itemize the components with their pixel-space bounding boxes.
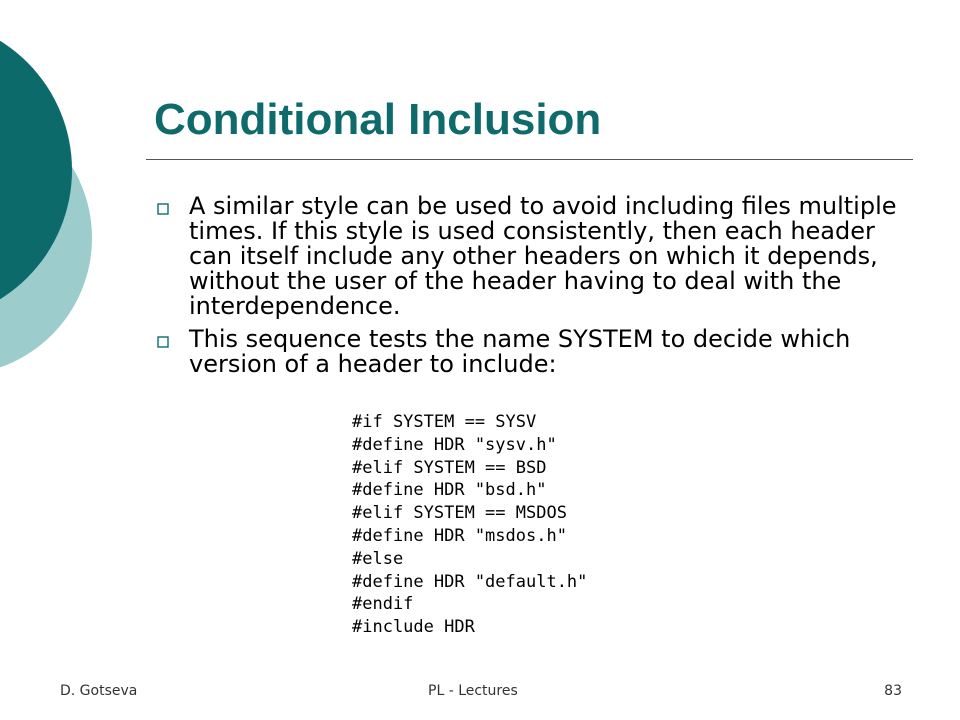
footer-author: D. Gotseva <box>60 683 138 699</box>
code-line: #elif SYSTEM == MSDOS <box>352 503 567 524</box>
code-line: #endif <box>352 594 414 615</box>
code-line: #elif SYSTEM == BSD <box>352 457 547 478</box>
slide-title: Conditional Inclusion <box>154 95 602 144</box>
bullet-text: This sequence tests the name SYSTEM to decide which version of a header to include: <box>189 325 851 378</box>
code-line: #define HDR "default.h" <box>352 571 588 592</box>
hollow-square-bullet-icon <box>157 336 169 348</box>
code-line: #define HDR "msdos.h" <box>352 525 567 546</box>
title-divider <box>146 159 913 160</box>
bullet-text: A similar style can be used to avoid including files multiple times. If this style is used consistently, then each header can itself include any other headers on which it depends, without the user of the header having to deal with the interdependence. <box>189 192 897 320</box>
code-block <box>352 411 587 639</box>
decorative-circles <box>0 0 120 400</box>
footer-page-number: 83 <box>884 683 902 699</box>
code-line: #include HDR <box>352 617 475 638</box>
code-line: #define HDR "bsd.h" <box>352 480 547 501</box>
code-line: #else <box>352 548 404 569</box>
code-line: #define HDR "sysv.h" <box>352 434 557 455</box>
footer-course: PL - Lectures <box>428 683 518 699</box>
code-line: #if SYSTEM == SYSV <box>352 412 537 432</box>
hollow-square-bullet-icon <box>157 203 169 215</box>
